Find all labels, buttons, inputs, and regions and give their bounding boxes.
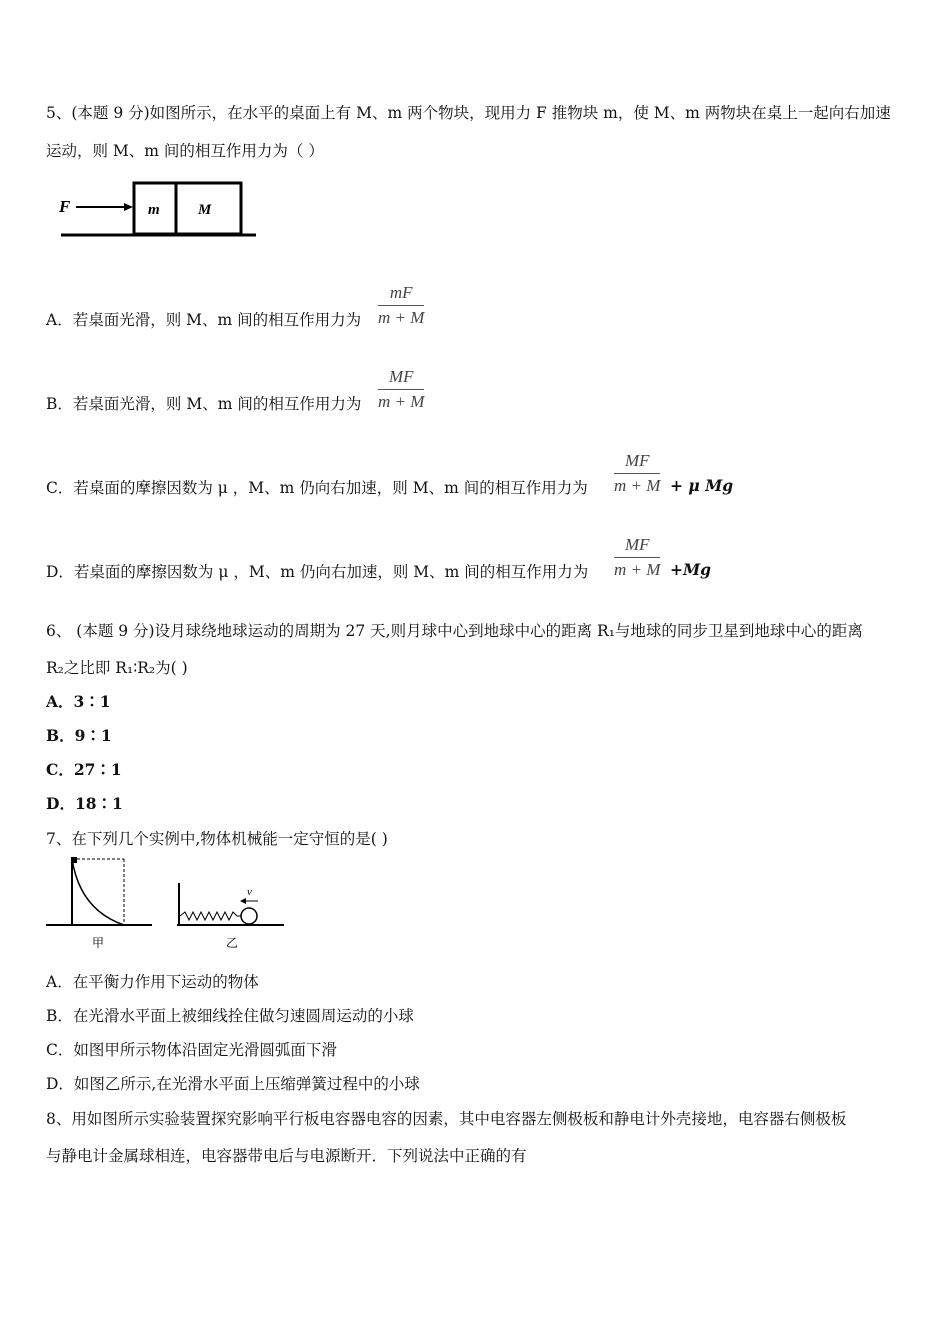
arc-surface (72, 859, 124, 925)
velocity-arrow-head (240, 898, 246, 904)
q5-option-c: C．若桌面的摩擦因数为 μ ，M、m 仍向右加速，则 M、m 间的相互作用力为 (46, 479, 588, 497)
figure-label-jia: 甲 (92, 936, 105, 950)
q5-option-a-fraction (378, 283, 424, 328)
q5-option-b: B．若桌面光滑，则 M、m 间的相互作用力为 (46, 395, 362, 413)
fraction-numerator: MF (614, 451, 660, 474)
sliding-object (71, 857, 77, 863)
q5-option-c-suffix: + μ Mg (670, 476, 734, 495)
q7-figures (44, 855, 289, 955)
q8-stem-line2: 与静电计金属球相连，电容器带电后与电源断开．下列说法中正确的有 (46, 1147, 527, 1165)
fraction-denominator: m + M (614, 476, 661, 495)
q6-option-a: A．3∶1 (46, 692, 111, 711)
q6-option-b: B．9∶1 (46, 726, 112, 745)
spring (180, 912, 241, 920)
q5-stem-line1: 5、(本题 9 分)如图所示，在水平的桌面上有 M、m 两个物块，现用力 F 推物块 m，使 M、m 两物块在桌上一起向右加速 (46, 104, 891, 122)
force-arrow-head (124, 203, 133, 211)
fraction-denominator: m + M (378, 392, 425, 411)
q7-option-a: A．在平衡力作用下运动的物体 (46, 973, 259, 991)
ball (241, 908, 257, 924)
q6-stem-line2: R₂之比即 R₁∶R₂为( ) (46, 659, 188, 677)
q5-stem-line2: 运动，则 M、m 间的相互作用力为（ ） (46, 142, 324, 160)
q5-blocks-figure (56, 176, 261, 242)
q5-option-a: A．若桌面光滑，则 M、m 间的相互作用力为 (46, 311, 362, 329)
velocity-label: v (247, 886, 252, 898)
force-label: F (59, 197, 71, 216)
q5-option-d: D．若桌面的摩擦因数为 μ ，M、m 仍向右加速，则 M、m 间的相互作用力为 (46, 563, 589, 581)
q5-option-d-suffix: +Mg (670, 560, 711, 579)
figure-label-yi: 乙 (226, 936, 239, 950)
q5-option-c-fraction (614, 451, 660, 496)
q5-option-d-fraction (614, 535, 660, 580)
q7-stem: 7、在下列几个实例中,物体机械能一定守恒的是( ) (46, 830, 388, 848)
small-block-label: m (148, 202, 160, 218)
q5-option-b-fraction (378, 367, 424, 412)
fraction-numerator: MF (378, 367, 424, 390)
fraction-denominator: m + M (614, 560, 661, 579)
q7-option-c: C．如图甲所示物体沿固定光滑圆弧面下滑 (46, 1041, 337, 1059)
q6-option-d: D．18∶1 (46, 794, 123, 813)
fraction-numerator: mF (378, 283, 424, 306)
big-block-label: M (198, 202, 212, 218)
q6-option-c: C．27∶1 (46, 760, 122, 779)
q6-stem-line1: 6、 (本题 9 分)设月球绕地球运动的周期为 27 天,则月球中心到地球中心的距离 R₁与地球的同步卫星到地球中心的距离 (46, 622, 863, 640)
fraction-numerator: MF (614, 535, 660, 558)
q7-option-b: B．在光滑水平面上被细线拴住做匀速圆周运动的小球 (46, 1007, 414, 1025)
q8-stem-line1: 8、用如图所示实验装置探究影响平行板电容器电容的因素，其中电容器左侧极板和静电计外壳接地，电容器右侧极板 (46, 1110, 847, 1128)
fraction-denominator: m + M (378, 308, 425, 327)
q7-option-d: D．如图乙所示,在光滑水平面上压缩弹簧过程中的小球 (46, 1075, 420, 1093)
